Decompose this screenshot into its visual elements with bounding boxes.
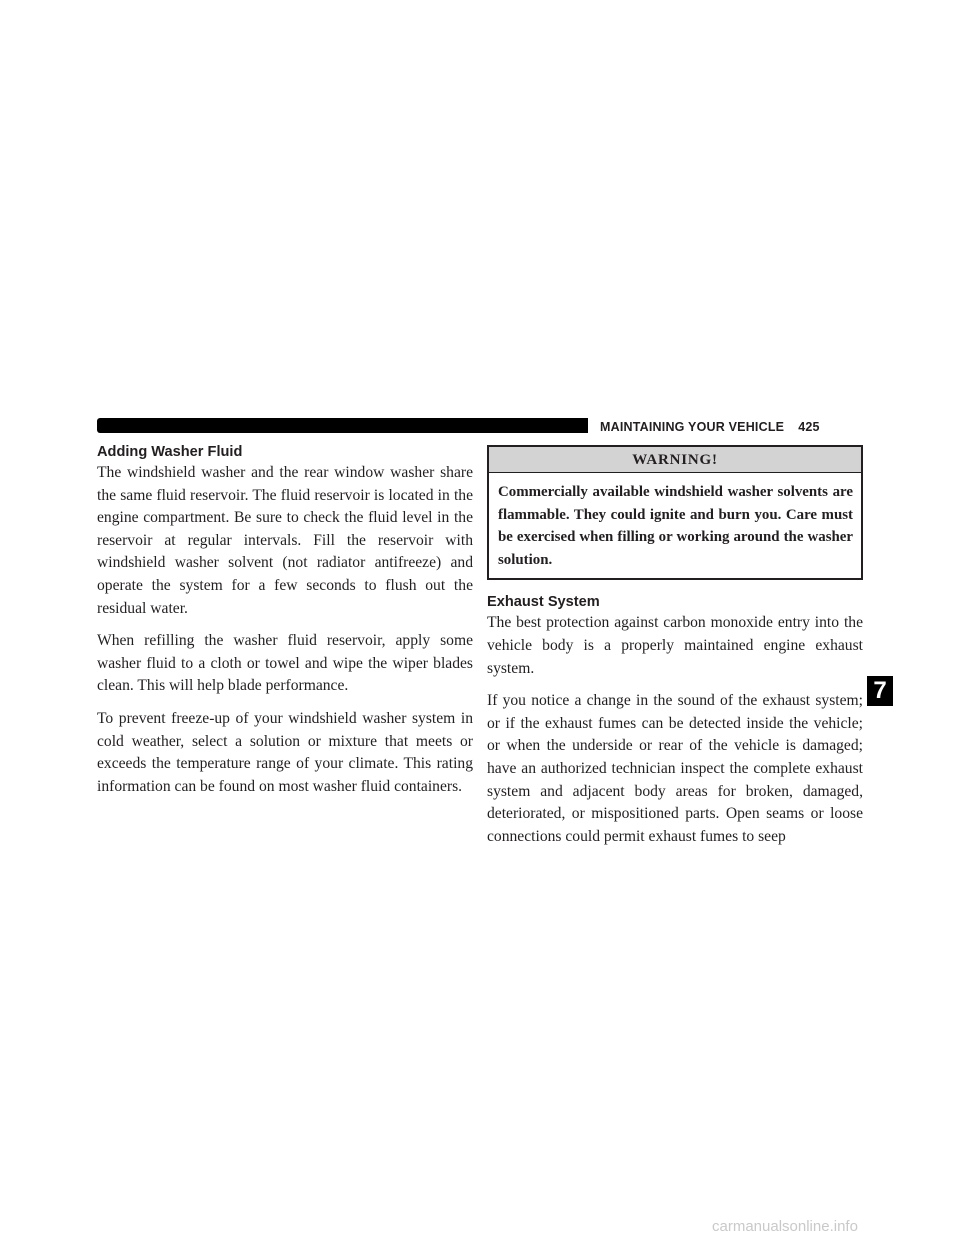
heading-adding-washer-fluid: Adding Washer Fluid xyxy=(97,444,243,460)
page-number: 425 xyxy=(798,420,820,434)
heading-exhaust-system: Exhaust System xyxy=(487,594,600,611)
right-column xyxy=(487,442,863,858)
paragraph: The best protection against carbon monoxide entry into the vehicle body is a properly maintained engine exhaust system. xyxy=(487,614,863,677)
left-column xyxy=(97,442,473,808)
header-rule xyxy=(97,418,588,433)
paragraph: To prevent freeze-up of your windshield washer system in cold weather, select a solution or mixture that meets or exceeds the temperature range of your climate. This rating information can be found on most washer fluid containers. xyxy=(97,709,473,795)
paragraph: The windshield washer and the rear window washer share the same fluid reservoir. The fluid reservoir is located in the engine compartment. Be sure to check the fluid level in the reservoir at regular intervals. Fill the reservoir with windshield washer solvent (not radiator antifreeze) and operate the system for a few seconds to flush out the residual water. xyxy=(97,464,473,617)
running-header xyxy=(600,417,862,437)
warning-box xyxy=(487,445,863,580)
paragraph: If you notice a change in the sound of the exhaust system; or if the exhaust fumes can be detected inside the vehicle; or when the underside or rear of the vehicle is damaged; have an authorized technician inspect the complete exhaust system and adjacent body areas for broken, damaged, deteriorated, or mispositioned parts. Open seams or loose connections could permit exhaust fumes to seep xyxy=(487,692,863,845)
warning-text: Commercially available windshield washer solvents are flammable. They could ignite and burn you. Care must be exercised when filling or working around the washer solution. xyxy=(498,484,853,568)
chapter-tab: 7 xyxy=(867,676,893,706)
paragraph: When refilling the washer fluid reservoir, apply some washer fluid to a cloth or towel and wipe the wiper blades clean. This will help blade performance. xyxy=(97,632,473,695)
section-title: MAINTAINING YOUR VEHICLE xyxy=(600,420,785,434)
watermark-link[interactable]: carmanualsonline.info xyxy=(712,1218,858,1235)
warning-title: WARNING! xyxy=(489,447,861,473)
